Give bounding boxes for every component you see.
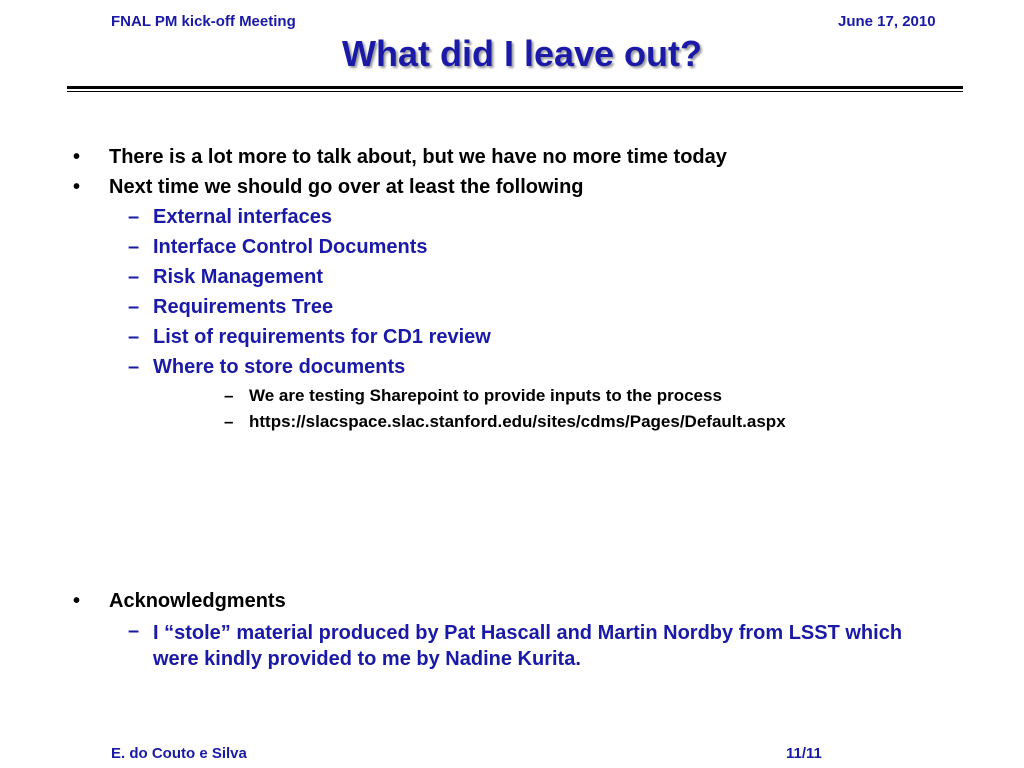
acknowledgment-text: I “stole” material produced by Pat Hascall and Martin Nordby from LSST which were kindly provided to me by Nadine Kurita.: [153, 622, 903, 670]
title-rule-thin: [67, 91, 963, 92]
sub-bullet-text: List of requirements for CD1 review: [153, 326, 491, 348]
dash-marker: –: [224, 412, 234, 431]
sub-bullet-text: Where to store documents: [153, 356, 406, 378]
bullet-text: Next time we should go over at least the following: [109, 176, 584, 198]
bullet-marker: •: [73, 146, 81, 168]
bullet-marker: •: [73, 176, 81, 198]
dash-marker: –: [128, 326, 140, 348]
footer-author: E. do Couto e Silva: [111, 745, 247, 762]
dash-marker: –: [128, 236, 140, 258]
bullet-text: There is a lot more to talk about, but we have no more time today: [109, 146, 727, 168]
sub-bullet-text: Risk Management: [153, 266, 324, 288]
dash-marker: –: [128, 206, 140, 228]
dash-marker: –: [128, 620, 140, 642]
sub-bullet-text: Interface Control Documents: [153, 236, 428, 258]
dash-marker: –: [128, 266, 140, 288]
sub-bullet-text: Requirements Tree: [153, 296, 334, 318]
sub-sub-bullet-text: We are testing Sharepoint to provide inputs to the process: [249, 386, 722, 405]
header-meeting-name: FNAL PM kick-off Meeting: [111, 13, 296, 30]
slide-title: What did I leave out?: [341, 33, 703, 74]
url-text: https://slacspace.slac.stanford.edu/sites/cdms/Pages/Default.aspx: [249, 412, 786, 431]
dash-marker: –: [224, 386, 234, 405]
sub-bullet-text: External interfaces: [153, 206, 332, 228]
dash-marker: –: [128, 356, 140, 378]
dash-marker: –: [128, 296, 140, 318]
title-rule-thick: [67, 86, 963, 89]
header-date: June 17, 2010: [838, 13, 936, 30]
bullet-marker: •: [73, 590, 81, 612]
bullet-text: Acknowledgments: [109, 590, 286, 612]
footer-page-number: 11/11: [786, 745, 822, 762]
